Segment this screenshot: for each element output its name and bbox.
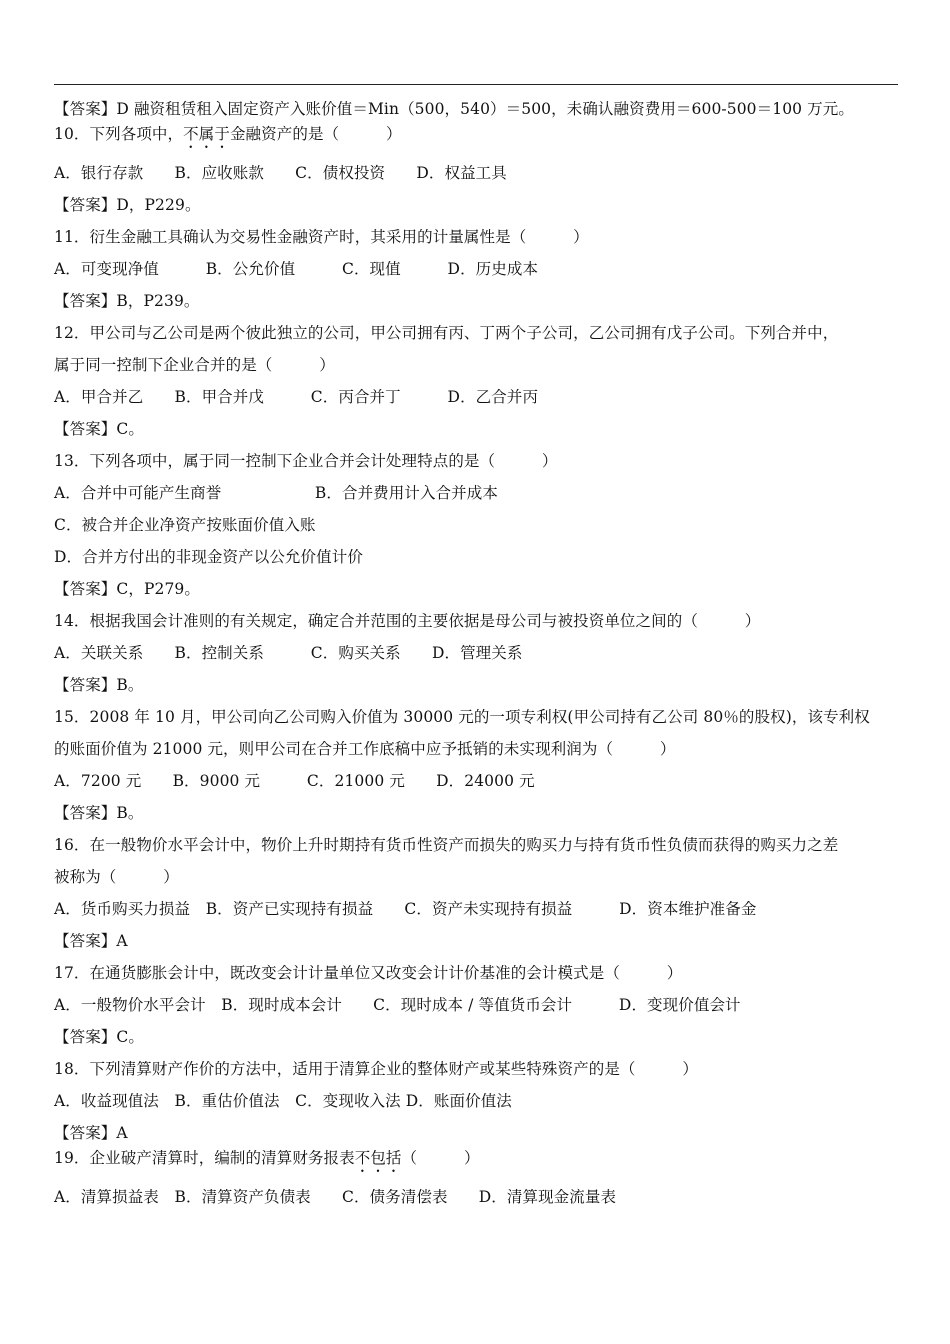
options-13-d: D．合并方付出的非现金资产以公允价值计价 [54, 548, 363, 566]
answer-15: 【答案】B。 [54, 804, 144, 822]
question-16-cont: 被称为（ ） [54, 868, 179, 886]
answer-17: 【答案】C。 [54, 1028, 144, 1046]
emphasis-text: 不包括 [354, 1149, 402, 1167]
options-15: A．7200 元 B．9000 元 C．21000 元 D．24000 元 [54, 772, 535, 790]
answer-9: 【答案】D 融资租赁租入固定资产入账价值＝Min（500，540）＝500，未确认融资费用＝600-500＝100 万元。 [54, 100, 854, 118]
question-15-cont: 的账面价值为 21000 元，则甲公司在合并工作底稿中应予抵销的未实现利润为（ ） [54, 740, 676, 758]
options-13-ab: A．合并中可能产生商誉 B．合并费用计入合并成本 [54, 484, 498, 502]
header-rule [54, 84, 898, 85]
question-text: （ ） [401, 1149, 480, 1167]
options-19: A．清算损益表 B．清算资产负债表 C．债务清偿表 D．清算现金流量表 [54, 1188, 617, 1206]
question-10 [54, 124, 402, 152]
question-16: 16．在一般物价水平会计中，物价上升时期持有货币性资产而损失的购买力与持有货币性负债而获得的购买力之差 [54, 836, 839, 854]
answer-11: 【答案】B，P239。 [54, 292, 200, 310]
question-11: 11．衍生金融工具确认为交易性金融资产时，其采用的计量属性是（ ） [54, 228, 589, 246]
question-text: 金融资产的是（ ） [229, 125, 402, 143]
question-12: 12．甲公司与乙公司是两个彼此独立的公司，甲公司拥有丙、丁两个子公司，乙公司拥有戊子公司。下列合并中， [54, 324, 839, 342]
answer-14: 【答案】B。 [54, 676, 144, 694]
answer-18: 【答案】A [54, 1124, 128, 1142]
options-16: A．货币购买力损益 B．资产已实现持有损益 C．资产未实现持有损益 D．资本维护准备金 [54, 900, 757, 918]
options-17: A．一般物价水平会计 B．现时成本会计 C．现时成本 / 等值货币会计 D．变现价值会计 [54, 996, 741, 1014]
question-15: 15．2008 年 10 月，甲公司向乙公司购入价值为 30000 元的一项专利权(甲公司持有乙公司 80％的股权)，该专利权 [54, 708, 870, 726]
question-14: 14．根据我国会计准则的有关规定，确定合并范围的主要依据是母公司与被投资单位之间的（ ） [54, 612, 761, 630]
emphasis-text: 不属于 [183, 125, 230, 143]
answer-16: 【答案】A [54, 932, 128, 950]
answer-13: 【答案】C，P279。 [54, 580, 200, 598]
question-12-cont: 属于同一控制下企业合并的是（ ） [54, 356, 335, 374]
options-11: A．可变现净值 B．公允价值 C．现值 D．历史成本 [54, 260, 539, 278]
question-18: 18．下列清算财产作价的方法中，适用于清算企业的整体财产或某些特殊资产的是（ ） [54, 1060, 698, 1078]
question-text: 19．企业破产清算时，编制的清算财务报表 [54, 1149, 355, 1167]
answer-12: 【答案】C。 [54, 420, 144, 438]
options-10: A．银行存款 B．应收账款 C．债权投资 D．权益工具 [54, 164, 507, 182]
options-18: A．收益现值法 B．重估价值法 C．变现收入法 D．账面价值法 [54, 1092, 512, 1110]
question-17: 17．在通货膨胀会计中，既改变会计计量单位又改变会计计价基准的会计模式是（ ） [54, 964, 683, 982]
answer-10: 【答案】D，P229。 [54, 196, 201, 214]
question-13: 13．下列各项中，属于同一控制下企业合并会计处理特点的是（ ） [54, 452, 558, 470]
question-text: 10．下列各项中， [54, 125, 184, 143]
options-12: A．甲合并乙 B．甲合并戊 C．丙合并丁 D．乙合并丙 [54, 388, 539, 406]
options-14: A．关联关系 B．控制关系 C．购买关系 D．管理关系 [54, 644, 523, 662]
options-13-c: C．被合并企业净资产按账面价值入账 [54, 516, 316, 534]
question-19 [54, 1148, 480, 1176]
